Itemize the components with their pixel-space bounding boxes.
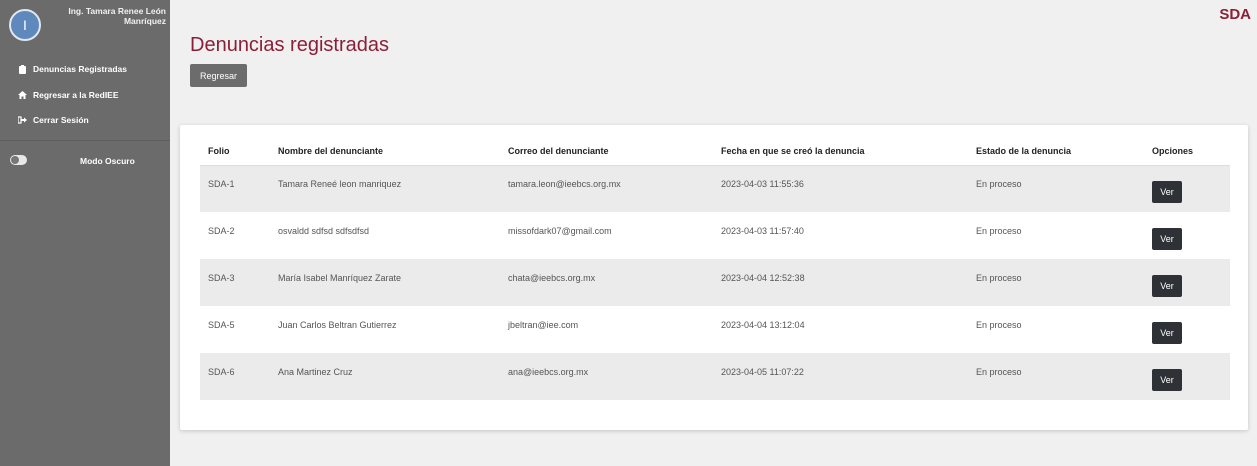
folio-text: SDA-2 xyxy=(208,225,235,236)
folio-text: SDA-6 xyxy=(208,366,235,377)
estado-text: En proceso xyxy=(976,225,1022,236)
user-name: Ing. Tamara Renee León Manríquez xyxy=(68,6,166,26)
logout-icon xyxy=(16,116,28,124)
cell-folio xyxy=(200,259,270,306)
correo-text: jbeltran@iee.com xyxy=(508,319,579,330)
cell-correo xyxy=(500,165,713,212)
table-row xyxy=(200,259,1230,306)
cell-folio xyxy=(200,212,270,259)
correo-text: missofdark07@gmail.com xyxy=(508,225,612,236)
nombre-text: Ana Martinez Cruz xyxy=(278,366,353,377)
cell-opciones xyxy=(1144,212,1230,259)
cell-folio xyxy=(200,165,270,212)
nombre-text: osvaldd sdfsd sdfsdfsd xyxy=(278,225,370,236)
brand-logo: SDA xyxy=(1219,6,1251,23)
table-row xyxy=(200,306,1230,353)
sidebar-divider xyxy=(0,140,170,141)
home-icon xyxy=(16,91,28,99)
clipboard-icon xyxy=(16,65,28,74)
fecha-text: 2023-04-04 13:12:04 xyxy=(721,319,805,330)
folio-text: SDA-3 xyxy=(208,272,235,283)
folio-text: SDA-1 xyxy=(208,178,235,189)
cell-nombre xyxy=(270,212,500,259)
cell-correo xyxy=(500,212,713,259)
table-row xyxy=(200,212,1230,259)
nombre-text: María Isabel Manríquez Zarate xyxy=(278,272,402,283)
nombre-text: Tamara Reneé leon manriquez xyxy=(278,178,402,189)
cell-fecha xyxy=(713,165,968,212)
cell-estado xyxy=(968,212,1144,259)
view-button[interactable]: Ver xyxy=(1152,369,1182,391)
cell-nombre xyxy=(270,306,500,353)
cell-correo xyxy=(500,259,713,306)
cell-estado xyxy=(968,306,1144,353)
complaints-table xyxy=(200,137,1230,400)
cell-opciones xyxy=(1144,165,1230,212)
estado-text: En proceso xyxy=(976,319,1022,330)
header-nombre: Nombre del denunciante xyxy=(270,137,500,165)
cell-fecha xyxy=(713,259,968,306)
view-button[interactable]: Ver xyxy=(1152,275,1182,297)
cell-nombre xyxy=(270,259,500,306)
cell-correo xyxy=(500,353,713,400)
toggle-knob xyxy=(11,156,19,164)
view-button[interactable]: Ver xyxy=(1152,322,1182,344)
sidebar-item-denuncias[interactable] xyxy=(16,64,127,74)
cell-fecha xyxy=(713,353,968,400)
cell-folio xyxy=(200,353,270,400)
estado-text: En proceso xyxy=(976,178,1022,189)
cell-nombre xyxy=(270,353,500,400)
cell-estado xyxy=(968,165,1144,212)
dark-mode-toggle[interactable] xyxy=(10,155,27,165)
cell-opciones xyxy=(1144,259,1230,306)
sidebar-item-label: Denuncias Registradas xyxy=(33,64,128,74)
view-button[interactable]: Ver xyxy=(1152,181,1182,203)
cell-estado xyxy=(968,353,1144,400)
cell-opciones xyxy=(1144,306,1230,353)
cell-opciones xyxy=(1144,353,1230,400)
correo-text: tamara.leon@ieebcs.org.mx xyxy=(508,178,621,189)
cell-nombre xyxy=(270,165,500,212)
avatar-initial: I xyxy=(23,17,27,33)
sidebar-item-logout[interactable] xyxy=(16,115,89,125)
folio-text: SDA-5 xyxy=(208,319,235,330)
page-title: Denuncias registradas xyxy=(190,34,389,56)
nombre-text: Juan Carlos Beltran Gutierrez xyxy=(278,319,397,330)
sidebar-item-label: Cerrar Sesión xyxy=(33,115,89,125)
user-panel xyxy=(0,0,170,50)
dark-mode-label: Modo Oscuro xyxy=(80,156,135,166)
back-button[interactable]: Regresar xyxy=(190,64,247,87)
correo-text: chata@ieebcs.org.mx xyxy=(508,272,596,283)
fecha-text: 2023-04-03 11:57:40 xyxy=(721,225,804,236)
correo-text: ana@ieebcs.org.mx xyxy=(508,366,589,377)
header-opciones: Opciones xyxy=(1144,137,1230,165)
avatar[interactable] xyxy=(9,9,41,41)
complaints-card xyxy=(180,125,1248,430)
fecha-text: 2023-04-05 11:07:22 xyxy=(721,366,804,377)
table-row xyxy=(200,353,1230,400)
table-header-row xyxy=(200,137,1230,165)
sidebar-item-label: Regresar a la RedIEE xyxy=(33,90,119,100)
table-row xyxy=(200,165,1230,212)
header-correo: Correo del denunciante xyxy=(500,137,713,165)
view-button[interactable]: Ver xyxy=(1152,228,1182,250)
sidebar xyxy=(0,0,170,466)
sidebar-item-rediee[interactable] xyxy=(16,90,119,100)
cell-correo xyxy=(500,306,713,353)
fecha-text: 2023-04-03 11:55:36 xyxy=(721,178,804,189)
cell-fecha xyxy=(713,212,968,259)
header-fecha: Fecha en que se creó la denuncia xyxy=(713,137,968,165)
header-folio: Folio xyxy=(200,137,270,165)
cell-folio xyxy=(200,306,270,353)
fecha-text: 2023-04-04 12:52:38 xyxy=(721,272,805,283)
cell-estado xyxy=(968,259,1144,306)
estado-text: En proceso xyxy=(976,272,1022,283)
header-estado: Estado de la denuncia xyxy=(968,137,1144,165)
estado-text: En proceso xyxy=(976,366,1022,377)
cell-fecha xyxy=(713,306,968,353)
